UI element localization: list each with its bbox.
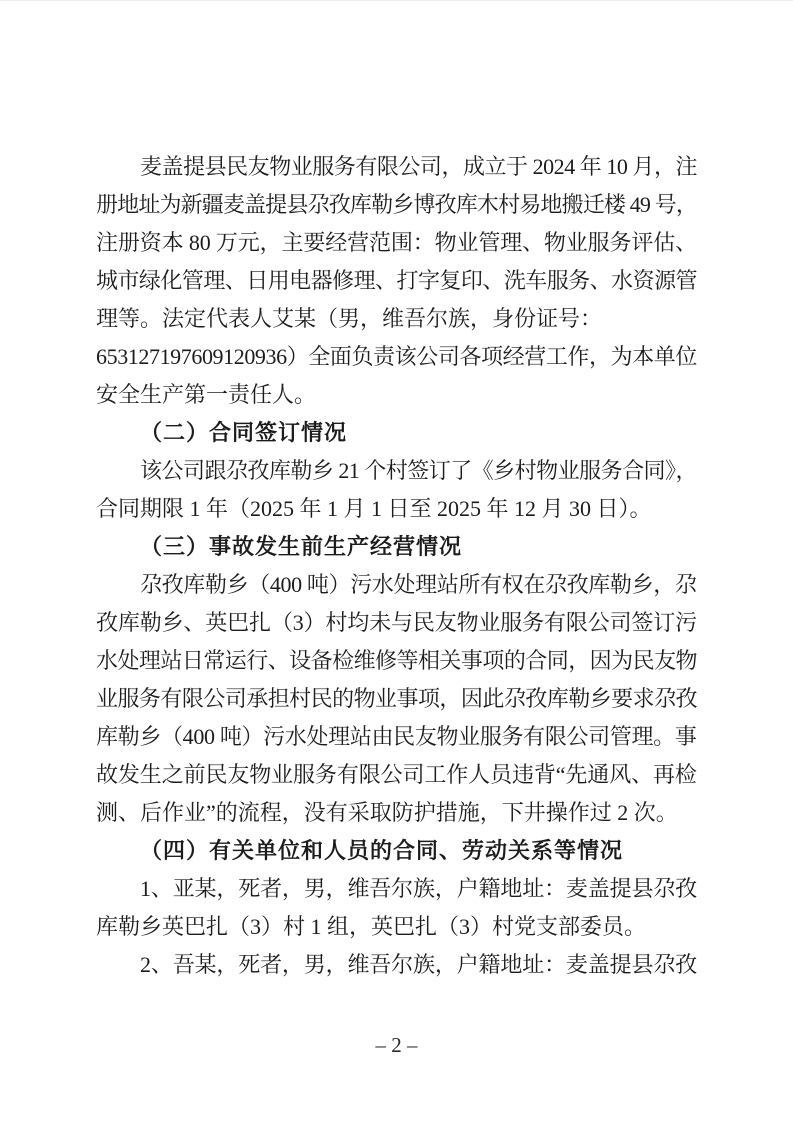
text-line: 麦盖提县民友物业服务有限公司，成立于 2024 年 10 月，注 [140, 154, 698, 179]
text-line: 尕孜库勒乡（400 吨）污水处理站所有权在尕孜库勒乡，尕 [140, 572, 697, 597]
text-line: 水处理站日常运行、设备检维修等相关事项的合同，因为民友物 [96, 648, 698, 673]
text-line: 653127197609120936）全面负责该公司各项经营工作，为本单位 [96, 344, 698, 369]
text-line: 册地址为新疆麦盖提县尕孜库勒乡博孜库木村易地搬迁楼 49 号， [96, 192, 698, 217]
text-line: 测、后作业”的流程，没有采取防护措施，下井操作过 2 次。 [96, 800, 678, 825]
body-paragraph [96, 566, 697, 832]
body-paragraph [96, 946, 697, 984]
body-paragraph [96, 148, 697, 414]
text-line: 库勒乡（400 吨）污水处理站由民友物业服务有限公司管理。事 [96, 724, 697, 749]
section-heading: （三）事故发生前生产经营情况 [140, 534, 463, 559]
text-line: 2、吾某，死者，男，维吾尔族，户籍地址：麦盖提县尕孜 [140, 952, 698, 977]
page-footer [0, 1033, 793, 1057]
text-line: 城市绿化管理、日用电器修理、打字复印、洗车服务、水资源管 [96, 268, 698, 293]
text-line: 库勒乡英巴扎（3）村 1 组，英巴扎（3）村党支部委员。 [96, 914, 647, 939]
section-heading: （二）合同签订情况 [140, 420, 348, 445]
text-line: 业服务有限公司承担村民的物业事项，因此尕孜库勒乡要求尕孜 [96, 686, 698, 711]
body-paragraph [96, 870, 697, 946]
text-line: 理等。法定代表人艾某（男，维吾尔族，身份证号： [96, 306, 603, 331]
section-heading: （四）有关单位和人员的合同、劳动关系等情况 [140, 838, 624, 863]
text-line: 故发生之前民友物业服务有限公司工作人员违背“先通风、再检 [96, 762, 697, 787]
text-line: 安全生产第一责任人。 [96, 382, 317, 407]
body-paragraph [96, 452, 697, 528]
text-line: 1、亚某，死者，男，维吾尔族，户籍地址：麦盖提县尕孜 [140, 876, 698, 901]
text-line: 该公司跟尕孜库勒乡 21 个村签订了《乡村物业服务合同》， [140, 458, 698, 483]
text-line: 孜库勒乡、英巴扎（3）村均未与民友物业服务有限公司签订污 [96, 610, 698, 635]
text-line: 合同期限 1 年（2025 年 1 月 1 日至 2025 年 12 月 30 日）。 [96, 496, 652, 521]
page-number: – 2 – [375, 1033, 418, 1057]
text-line: 注册资本 80 万元，主要经营范围：物业管理、物业服务评估、 [96, 230, 698, 255]
document-body [96, 148, 697, 984]
